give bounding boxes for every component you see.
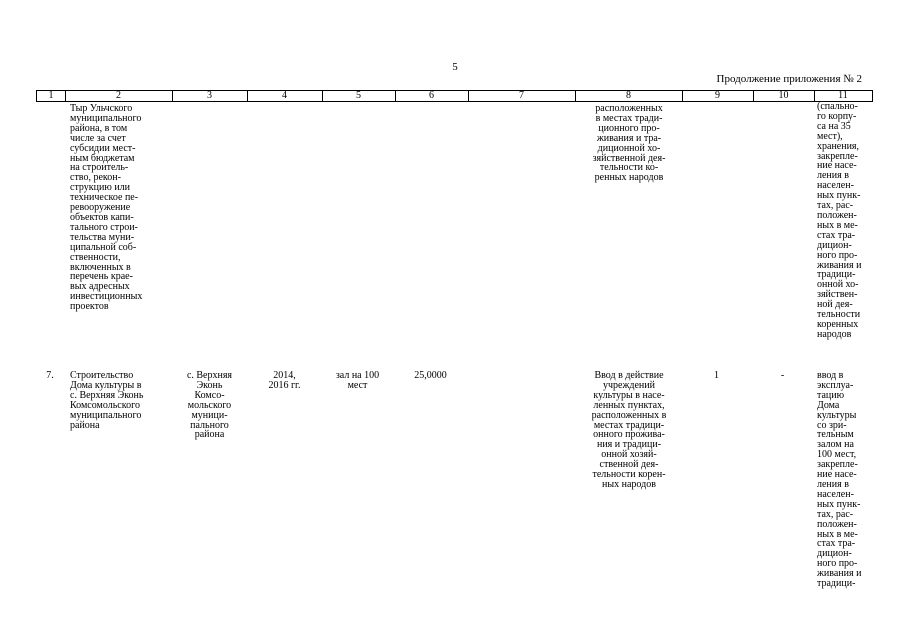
- continued-row-indicator-note: (спально- го корпу- са на 35 мест), хранения, закрепле- ние насе- ления в населен- ных пунк- тах, рас- положен- ных в ме- стах тра- дицион- ного про- живания и традици- онной хо- зяйствен- ной дея- тельности коренных народов: [817, 101, 862, 340]
- header-col-10: 10: [778, 90, 789, 101]
- header-col-1: 1: [48, 90, 54, 101]
- row-7-result: Ввод в действие учреждений культуры в насе- ленных пунктах, расположенных в местах традици- онного прожива- ния и традици- онной хозяй- ственной дея- тельности корен- ных народов: [591, 370, 667, 490]
- continued-row-description: Тыр Ульчского муниципального района, в том числе за счет субсидии мест- ным бюджетам на строитель- ство, рекон- струкцию или техническое пе- ревооружение объектов капи- тального строи- тельства муни- ципальной соб- ственности, включенных в перечень крае- вых адресных инвестиционных проектов: [70, 103, 143, 313]
- row-7-object-name: Строительство Дома культуры в с. Верхняя Эконь Комсомольского муниципального района: [70, 370, 144, 431]
- row-7-years: 2014, 2016 гг.: [268, 370, 301, 391]
- row-7-col-10: -: [780, 370, 785, 381]
- row-7-capacity: зал на 100 мест: [335, 370, 380, 391]
- page-number: 5: [452, 61, 458, 73]
- header-col-3: 3: [207, 90, 212, 101]
- row-7-indicator-note: ввод в эксплуа- тацию Дома культуры со зри- тельным залом на 100 мест, закрепле- ние насе- ления в населен- ных пунк- тах, рас- положен- ных в ме- стах тра- дицион- ного про- живания и традици-: [817, 370, 862, 590]
- column-number-header-row: [36, 90, 873, 102]
- header-col-6: 6: [429, 90, 434, 101]
- header-col-9: 9: [715, 90, 720, 101]
- row-7-indicator-value: 1: [714, 370, 719, 381]
- row-7-location: с. Верхняя Эконь Комсо- мольского муници- пального района: [186, 370, 233, 441]
- appendix-continuation-title: Продолжение приложения № 2: [716, 73, 862, 85]
- header-col-8: 8: [626, 90, 631, 101]
- header-col-11: 11: [838, 90, 848, 101]
- header-col-7: 7: [519, 90, 524, 101]
- row-7-number: 7.: [46, 370, 54, 381]
- continued-row-result: расположенных в местах тради- ционного про- живания и тра- диционной хо- зяйственной дея- тельности ко- ренных народов: [592, 103, 666, 184]
- header-col-2: 2: [116, 90, 121, 101]
- header-col-4: 4: [282, 90, 287, 101]
- header-col-5: 5: [356, 90, 361, 101]
- row-7-amount: 25,0000: [414, 370, 447, 381]
